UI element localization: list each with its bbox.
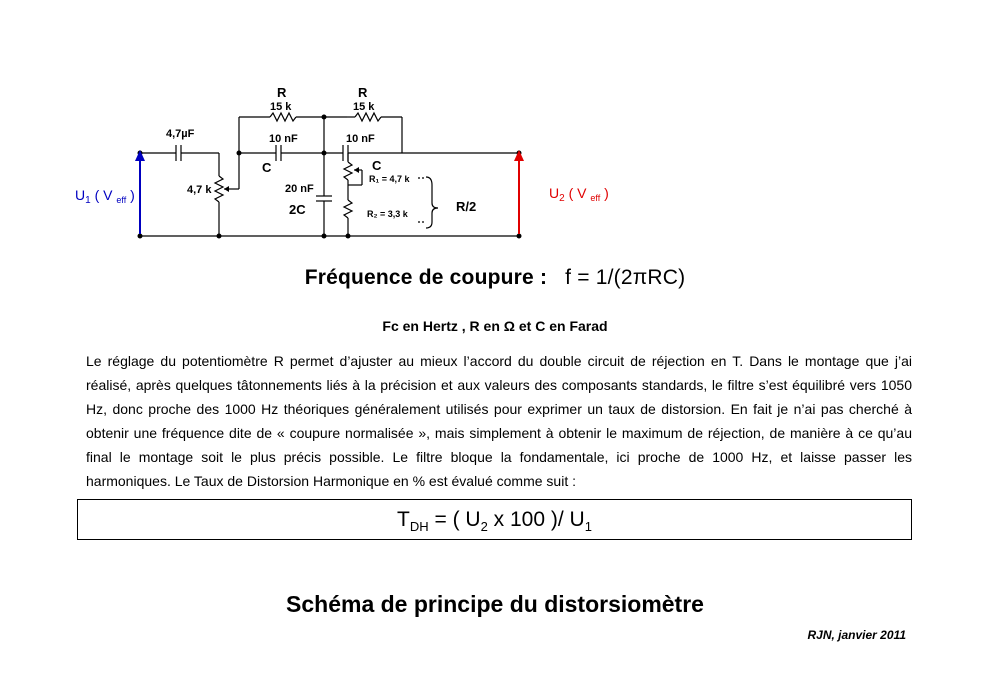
output-arrow bbox=[514, 150, 524, 234]
circuit-schematic bbox=[0, 0, 990, 260]
formula-title: Fréquence de coupure : bbox=[304, 266, 548, 289]
thd-formula-box: $T_{DH}$ = ( $U_2$ x 100 )/ $U_1$ bbox=[77, 499, 912, 540]
c3-name: 2C bbox=[289, 202, 306, 217]
r1-value: 15 k bbox=[270, 101, 292, 113]
pot-r1-label: R₁ = 4,7 k bbox=[369, 174, 410, 184]
signature: RJN, janvier 2011 bbox=[807, 628, 906, 642]
r2-name: R bbox=[358, 85, 368, 100]
r1-name: R bbox=[277, 85, 287, 100]
c3-value: 20 nF bbox=[285, 183, 314, 195]
cutoff-frequency-formula bbox=[0, 266, 990, 290]
description-paragraph: Le réglage du potentiomètre R permet d’ajuster au mieux l’accord du double circuit de réjection en T. Dans le montage que j’ai réalisé, après quelques tâtonnements liés à la précision et aux valeurs des composants standards, le filtre s’est équilibré vers 1050 Hz, donc proche des 1000 Hz théoriques généralement utilisés pour exprimer un taux de distorsion. En fait je n’ai pas cherché à obtenir une fréquence dite de « coupure normalisée », mais simplement à obtenir le maximum de réjection, de manière à ce qu’au final le montage soit le plus précis possible. Le filtre bloque la fondamentale, ici proche de 1000 Hz, et laisse passer les harmoniques. Le Taux de Distorsion Harmonique en % est évalué comme suit : bbox=[86, 353, 912, 489]
output-label: $U_2$ ( V $_{eff}$ ) bbox=[549, 185, 609, 204]
r2-value: 15 k bbox=[353, 101, 375, 113]
formula-equation: f = 1/(2πRC) bbox=[565, 266, 686, 289]
c1-value: 10 nF bbox=[269, 133, 298, 145]
c1-name: C bbox=[262, 160, 272, 175]
input-pot-label: 4,7 k bbox=[187, 184, 212, 196]
half-r-label: R/2 bbox=[456, 199, 477, 214]
units-line: Fc en Hertz , R en Ω et C en Farad bbox=[382, 318, 608, 334]
input-cap-label: 4,7µF bbox=[166, 128, 195, 140]
input-label: $U_1$ ( V $_{eff}$ ) bbox=[75, 187, 135, 206]
page-heading: Schéma de principe du distorsiomètre bbox=[286, 591, 704, 617]
input-arrow bbox=[135, 150, 145, 234]
c2-name: C bbox=[372, 158, 382, 173]
c2-value: 10 nF bbox=[346, 133, 375, 145]
res-r2-label: R₂ = 3,3 k bbox=[367, 209, 408, 219]
